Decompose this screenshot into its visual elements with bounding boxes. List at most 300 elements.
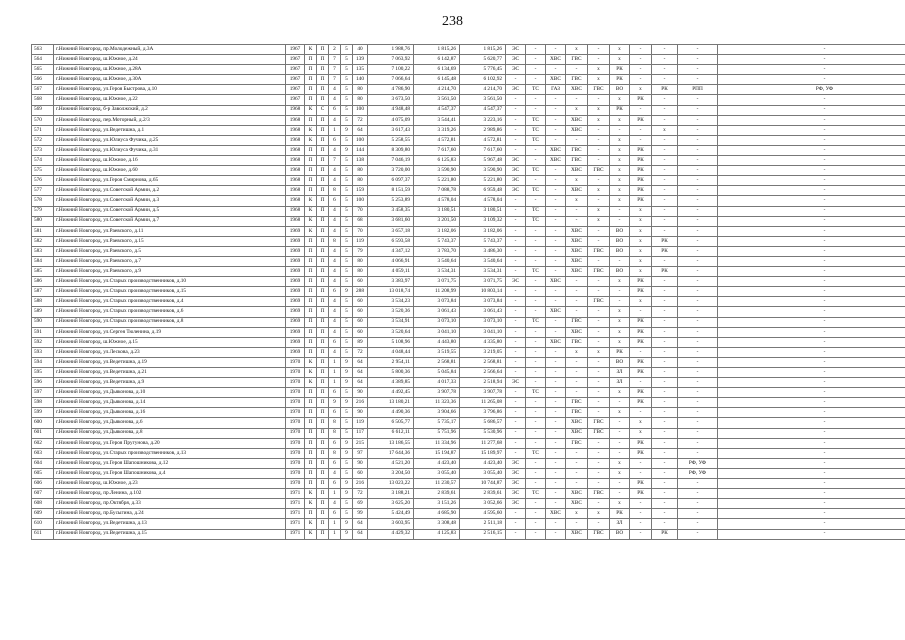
- table-cell: -: [678, 65, 718, 75]
- table-cell: 3 204,50: [368, 468, 414, 478]
- table-cell: РК: [630, 448, 652, 458]
- table-cell: -: [652, 479, 678, 489]
- table-cell: ХВС: [566, 529, 588, 539]
- table-cell: -: [546, 529, 566, 539]
- table-cell: 4: [329, 85, 341, 95]
- table-cell: -: [588, 357, 610, 367]
- table-cell: ХВС: [546, 75, 566, 85]
- table-cell: -: [566, 206, 588, 216]
- table-cell: 4: [329, 216, 341, 226]
- table-cell: -: [526, 226, 546, 236]
- table-cell: -: [718, 489, 905, 499]
- table-cell: ХВС: [566, 85, 588, 95]
- table-cell: 60: [353, 297, 368, 307]
- table-cell: П: [317, 529, 329, 539]
- table-cell: 2 839,61: [460, 489, 506, 499]
- table-cell: -: [506, 347, 526, 357]
- table-cell: -: [588, 378, 610, 388]
- table-cell: -: [652, 156, 678, 166]
- table-cell: 10 803,14: [460, 287, 506, 297]
- table-cell: -: [678, 145, 718, 155]
- address-cell: г.Нижний Новгород, ул.Ведетишна, д.1: [54, 125, 286, 135]
- address-cell: г.Нижний Новгород, ш.Южное, д.30А: [54, 75, 286, 85]
- table-cell: К: [305, 529, 317, 539]
- address-cell: г.Нижний Новгород, ул.Раевского, д.11: [54, 226, 286, 236]
- table-cell: 60: [353, 317, 368, 327]
- table-cell: 3 061,43: [460, 307, 506, 317]
- table-cell: 5 686,57: [460, 418, 506, 428]
- table-cell: -: [588, 479, 610, 489]
- table-cell: х: [610, 196, 630, 206]
- table-cell: -: [546, 428, 566, 438]
- table-cell: х: [566, 176, 588, 186]
- table-cell: х: [610, 327, 630, 337]
- table-cell: ХВС: [546, 509, 566, 519]
- table-cell: -: [718, 368, 905, 378]
- table-cell: П: [305, 246, 317, 256]
- table-cell: 4 578,04: [414, 196, 460, 206]
- table-cell: РК: [630, 176, 652, 186]
- table-cell: 5: [341, 105, 353, 115]
- table-cell: 5: [341, 337, 353, 347]
- table-cell: 5: [341, 408, 353, 418]
- table-cell: х: [610, 408, 630, 418]
- table-cell: ВО: [610, 529, 630, 539]
- row-number-cell: 584: [32, 256, 54, 266]
- table-cell: ГВС: [566, 156, 588, 166]
- table-cell: -: [678, 55, 718, 65]
- table-cell: 9: [341, 489, 353, 499]
- table-cell: К: [305, 135, 317, 145]
- table-cell: П: [317, 378, 329, 388]
- address-cell: г.Нижний Новгород, ул.Героя Шапошникова, д.12: [54, 458, 286, 468]
- table-cell: х: [610, 458, 630, 468]
- table-row: [32, 267, 905, 277]
- table-cell: -: [678, 499, 718, 509]
- table-cell: -: [652, 458, 678, 468]
- table-cell: ТС: [526, 216, 546, 226]
- row-number-cell: 585: [32, 267, 54, 277]
- table-cell: -: [506, 448, 526, 458]
- row-number-cell: 569: [32, 105, 54, 115]
- table-cell: х: [610, 317, 630, 327]
- address-cell: г.Нижний Новгород, ул.Раевского, д.9: [54, 267, 286, 277]
- table-cell: 1968: [286, 115, 305, 125]
- table-cell: 6 959,48: [460, 186, 506, 196]
- table-cell: -: [652, 166, 678, 176]
- table-cell: -: [630, 55, 652, 65]
- table-cell: 7 617,60: [460, 145, 506, 155]
- table-cell: ЭС: [506, 277, 526, 287]
- table-cell: -: [678, 156, 718, 166]
- table-cell: -: [546, 317, 566, 327]
- table-cell: П: [317, 489, 329, 499]
- table-cell: 5: [341, 388, 353, 398]
- table-cell: ГВС: [588, 166, 610, 176]
- table-cell: П: [317, 418, 329, 428]
- table-cell: К: [305, 216, 317, 226]
- table-cell: П: [305, 186, 317, 196]
- table-cell: -: [526, 307, 546, 317]
- table-cell: ГВС: [588, 428, 610, 438]
- table-cell: П: [305, 418, 317, 428]
- table-cell: х: [630, 267, 652, 277]
- row-number-cell: 586: [32, 277, 54, 287]
- table-cell: К: [305, 378, 317, 388]
- table-cell: -: [588, 327, 610, 337]
- table-cell: -: [718, 317, 905, 327]
- table-cell: 1969: [286, 307, 305, 317]
- table-cell: -: [652, 398, 678, 408]
- table-cell: -: [678, 216, 718, 226]
- table-cell: х: [566, 347, 588, 357]
- table-cell: П: [305, 85, 317, 95]
- row-number-cell: 597: [32, 388, 54, 398]
- table-cell: х: [630, 236, 652, 246]
- address-cell: г.Нижний Новгород, ш.Южное, д.28А: [54, 65, 286, 75]
- table-cell: П: [317, 166, 329, 176]
- table-cell: х: [652, 125, 678, 135]
- table-cell: ЭС: [506, 458, 526, 468]
- table-cell: х: [566, 196, 588, 206]
- table-cell: -: [526, 529, 546, 539]
- table-cell: 138: [353, 156, 368, 166]
- table-cell: х: [610, 468, 630, 478]
- table-cell: -: [678, 236, 718, 246]
- table-cell: ТС: [526, 267, 546, 277]
- table-cell: -: [546, 256, 566, 266]
- table-row: [32, 499, 905, 509]
- table-cell: 5 751,96: [414, 428, 460, 438]
- table-cell: 1: [329, 519, 341, 529]
- table-cell: 5 743,37: [460, 236, 506, 246]
- table-row: [32, 529, 905, 539]
- table-cell: 8: [329, 428, 341, 438]
- table-cell: -: [630, 408, 652, 418]
- table-cell: 5: [341, 428, 353, 438]
- table-cell: 5 045,84: [414, 368, 460, 378]
- table-cell: П: [317, 256, 329, 266]
- table-cell: -: [652, 65, 678, 75]
- table-cell: ТС: [526, 115, 546, 125]
- table-cell: 5: [341, 277, 353, 287]
- table-cell: 7 063,92: [368, 55, 414, 65]
- row-number-cell: 579: [32, 206, 54, 216]
- table-row: [32, 519, 905, 529]
- table-cell: -: [652, 448, 678, 458]
- address-cell: г.Нижний Новгород, ул.Старых производственников, д.10: [54, 277, 286, 287]
- table-body: [32, 45, 905, 540]
- table-cell: П: [317, 75, 329, 85]
- table-cell: 5: [341, 95, 353, 105]
- table-cell: ХВС: [566, 125, 588, 135]
- table-cell: -: [506, 337, 526, 347]
- table-cell: 3 519,55: [414, 347, 460, 357]
- table-cell: 1971: [286, 499, 305, 509]
- table-cell: 1969: [286, 246, 305, 256]
- table-cell: -: [526, 438, 546, 448]
- table-row: [32, 428, 905, 438]
- table-cell: -: [506, 357, 526, 367]
- table-cell: -: [526, 45, 546, 55]
- table-cell: -: [566, 388, 588, 398]
- table-cell: 3 590,90: [460, 166, 506, 176]
- table-cell: -: [546, 499, 566, 509]
- table-cell: -: [546, 368, 566, 378]
- table-row: [32, 418, 905, 428]
- table-cell: -: [506, 388, 526, 398]
- table-cell: 1969: [286, 347, 305, 357]
- table-cell: 6: [329, 388, 341, 398]
- table-cell: -: [588, 337, 610, 347]
- table-cell: 7: [329, 156, 341, 166]
- table-cell: 3 052,66: [460, 499, 506, 509]
- table-cell: -: [678, 408, 718, 418]
- table-cell: 80: [353, 256, 368, 266]
- table-cell: 80: [353, 166, 368, 176]
- table-cell: 1: [329, 125, 341, 135]
- table-cell: х: [630, 256, 652, 266]
- table-cell: -: [652, 105, 678, 115]
- table-cell: 4 786,90: [368, 85, 414, 95]
- table-cell: -: [546, 246, 566, 256]
- table-cell: 5: [341, 166, 353, 176]
- table-cell: -: [546, 216, 566, 226]
- table-cell: -: [718, 125, 905, 135]
- table-cell: -: [652, 196, 678, 206]
- table-cell: -: [546, 95, 566, 105]
- table-cell: 5 620,77: [460, 55, 506, 65]
- table-cell: -: [546, 347, 566, 357]
- table-cell: 9: [341, 529, 353, 539]
- table-cell: РК: [652, 529, 678, 539]
- table-cell: -: [546, 267, 566, 277]
- table-cell: 72: [353, 489, 368, 499]
- row-number-cell: 607: [32, 489, 54, 499]
- table-cell: 9: [341, 398, 353, 408]
- table-cell: -: [718, 65, 905, 75]
- address-cell: г.Нижний Новгород, ш.Южное, д.23: [54, 479, 286, 489]
- table-cell: ГВС: [566, 317, 588, 327]
- table-cell: х: [566, 45, 588, 55]
- table-cell: -: [546, 125, 566, 135]
- row-number-cell: 580: [32, 216, 54, 226]
- table-cell: 1: [329, 368, 341, 378]
- table-cell: 5: [341, 115, 353, 125]
- table-cell: К: [305, 368, 317, 378]
- address-cell: г.Нижний Новгород, ш.Южное, д.15: [54, 337, 286, 347]
- table-cell: -: [718, 216, 905, 226]
- table-cell: 1970: [286, 468, 305, 478]
- table-cell: 215: [353, 438, 368, 448]
- table-cell: К: [305, 125, 317, 135]
- table-cell: П: [305, 408, 317, 418]
- table-cell: -: [678, 438, 718, 448]
- table-cell: -: [652, 418, 678, 428]
- address-cell: г.Нижний Новгород, пр.Бусыгина, д.24: [54, 509, 286, 519]
- table-cell: 3 520,36: [368, 307, 414, 317]
- table-cell: 3 657,18: [368, 226, 414, 236]
- table-cell: П: [305, 388, 317, 398]
- table-cell: П: [305, 267, 317, 277]
- table-cell: -: [718, 327, 905, 337]
- table-cell: 1970: [286, 458, 305, 468]
- table-cell: х: [610, 55, 630, 65]
- table-cell: -: [566, 95, 588, 105]
- row-number-cell: 611: [32, 529, 54, 539]
- table-cell: -: [678, 388, 718, 398]
- table-cell: х: [630, 428, 652, 438]
- address-cell: г.Нижний Новгород, ул.Сергея Тюленина, д.19: [54, 327, 286, 337]
- table-cell: 1: [329, 378, 341, 388]
- address-cell: г.Нижний Новгород, ул.Старых производственников, д.15: [54, 287, 286, 297]
- table-cell: 5: [341, 135, 353, 145]
- table-cell: 7 046,19: [368, 156, 414, 166]
- table-cell: -: [718, 105, 905, 115]
- table-cell: П: [317, 95, 329, 105]
- table-cell: -: [546, 65, 566, 75]
- table-cell: П: [305, 156, 317, 166]
- table-cell: 1 815,26: [414, 45, 460, 55]
- table-cell: 13 180,21: [368, 398, 414, 408]
- table-cell: 13 023,22: [368, 479, 414, 489]
- table-cell: 4: [329, 499, 341, 509]
- table-cell: 3 061,43: [414, 307, 460, 317]
- address-cell: г.Нижний Новгород, ул.Дьяконова, д.10: [54, 388, 286, 398]
- table-cell: П: [305, 347, 317, 357]
- table-cell: 2 568,81: [414, 357, 460, 367]
- table-cell: 1969: [286, 317, 305, 327]
- table-cell: -: [610, 125, 630, 135]
- table-cell: П: [317, 398, 329, 408]
- table-cell: -: [566, 287, 588, 297]
- table-cell: РК: [630, 145, 652, 155]
- table-cell: -: [546, 297, 566, 307]
- table-cell: 8: [329, 448, 341, 458]
- table-cell: 4 443,80: [414, 337, 460, 347]
- table-cell: РК: [652, 85, 678, 95]
- table-cell: ЭС: [506, 55, 526, 65]
- table-row: [32, 368, 905, 378]
- table-cell: -: [526, 65, 546, 75]
- table-cell: ТС: [526, 166, 546, 176]
- table-cell: 5 743,37: [414, 236, 460, 246]
- table-cell: 4 214,70: [414, 85, 460, 95]
- page-number: 238: [442, 14, 463, 29]
- table-cell: -: [588, 458, 610, 468]
- table-cell: 2 566,64: [460, 368, 506, 378]
- table-cell: 3 219,05: [460, 347, 506, 357]
- table-cell: 2 839,61: [414, 489, 460, 499]
- table-cell: -: [630, 347, 652, 357]
- table-cell: П: [317, 519, 329, 529]
- table-cell: -: [506, 317, 526, 327]
- table-cell: 1968: [286, 166, 305, 176]
- table-cell: -: [546, 408, 566, 418]
- table-cell: -: [526, 176, 546, 186]
- table-cell: -: [718, 206, 905, 216]
- table-cell: -: [630, 65, 652, 75]
- table-cell: -: [566, 297, 588, 307]
- table-cell: П: [317, 176, 329, 186]
- table-cell: 3 180,51: [460, 206, 506, 216]
- table-cell: ТС: [526, 388, 546, 398]
- table-cell: ХВС: [566, 186, 588, 196]
- address-cell: г.Нижний Новгород, ул.Ведетишна, д.9: [54, 378, 286, 388]
- table-cell: 64: [353, 125, 368, 135]
- table-cell: -: [718, 277, 905, 287]
- table-cell: х: [630, 85, 652, 95]
- table-cell: С: [317, 105, 329, 115]
- table-cell: 3 907,78: [414, 388, 460, 398]
- table-cell: 5: [341, 267, 353, 277]
- table-cell: 4 423,40: [460, 458, 506, 468]
- table-cell: 60: [353, 468, 368, 478]
- table-cell: -: [678, 115, 718, 125]
- table-cell: П: [317, 115, 329, 125]
- table-cell: 9: [329, 398, 341, 408]
- table-cell: ХВС: [546, 307, 566, 317]
- table-cell: х: [588, 347, 610, 357]
- table-cell: 6: [329, 135, 341, 145]
- address-cell: г.Нижний Новгород, ул.Ведетишна, д.21: [54, 368, 286, 378]
- table-cell: 1967: [286, 45, 305, 55]
- table-cell: -: [506, 398, 526, 408]
- table-cell: -: [526, 75, 546, 85]
- table-cell: 216: [353, 398, 368, 408]
- table-cell: П: [305, 307, 317, 317]
- table-cell: -: [652, 388, 678, 398]
- table-cell: ХВС: [566, 115, 588, 125]
- table-cell: -: [506, 287, 526, 297]
- table-cell: х: [610, 307, 630, 317]
- table-row: [32, 398, 905, 408]
- table-cell: -: [718, 357, 905, 367]
- table-cell: 1969: [286, 287, 305, 297]
- table-cell: -: [678, 186, 718, 196]
- table-cell: -: [546, 105, 566, 115]
- table-cell: РК: [630, 357, 652, 367]
- table-cell: 4: [329, 115, 341, 125]
- table-cell: -: [506, 418, 526, 428]
- address-cell: г.Нижний Новгород, ул.Раевского, д.7: [54, 256, 286, 266]
- table-cell: -: [718, 337, 905, 347]
- table-cell: П: [305, 166, 317, 176]
- table-cell: П: [305, 428, 317, 438]
- table-cell: 11 230,57: [414, 479, 460, 489]
- table-cell: ЗЛ: [610, 378, 630, 388]
- table-row: [32, 45, 905, 55]
- table-cell: ЭС: [506, 499, 526, 509]
- table-cell: -: [678, 529, 718, 539]
- table-cell: -: [588, 499, 610, 509]
- table-cell: 3 486,30: [460, 246, 506, 256]
- table-cell: 2 954,11: [368, 357, 414, 367]
- table-cell: 4: [329, 256, 341, 266]
- table-cell: ЭС: [506, 176, 526, 186]
- table-cell: ТС: [526, 85, 546, 95]
- table-cell: 4 685,90: [414, 509, 460, 519]
- table-cell: ХВС: [566, 226, 588, 236]
- table-cell: -: [610, 287, 630, 297]
- table-cell: 3 590,90: [414, 166, 460, 176]
- table-cell: х: [630, 216, 652, 226]
- table-cell: 5: [341, 307, 353, 317]
- table-cell: П: [317, 388, 329, 398]
- table-cell: х: [610, 176, 630, 186]
- table-cell: -: [630, 135, 652, 145]
- row-number-cell: 568: [32, 95, 54, 105]
